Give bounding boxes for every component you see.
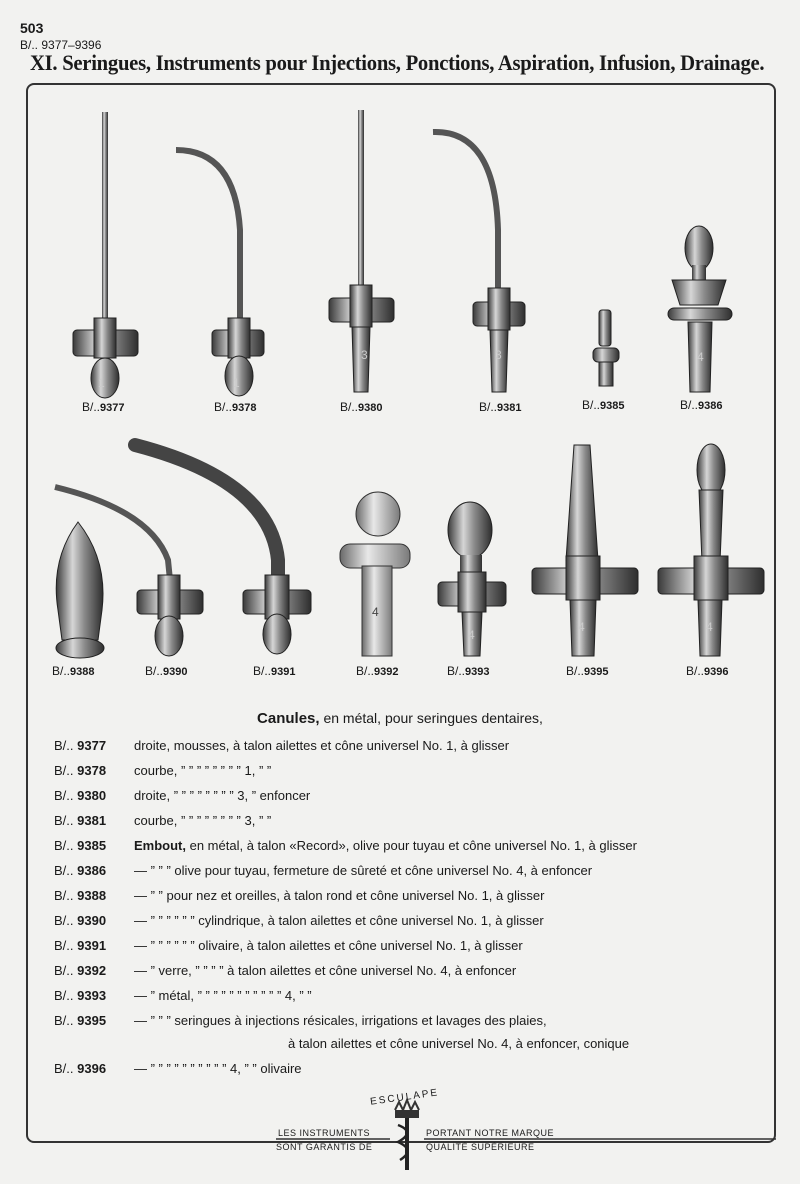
figure-label-9395: B/..9395 xyxy=(566,664,609,678)
figure-label-9385: B/..9385 xyxy=(582,398,625,412)
size-mark-9386: 4 xyxy=(697,350,704,364)
figure-label-9377: B/..9377 xyxy=(82,400,125,414)
item-row-9378: B/.. 9378 courbe, ” ” ” ” ” ” ” ” 1, ” ” xyxy=(54,763,272,778)
guarantee-right-line1: PORTANT NOTRE MARQUE xyxy=(426,1128,555,1138)
item-row-9395-continuation: à talon ailettes et cône universel No. 4, à enfoncer, conique xyxy=(288,1036,630,1051)
item-row-9377: B/.. 9377 droite, mousses, à talon ailettes et cône universel No. 1, à glisser xyxy=(54,738,510,753)
figure-label-9393: B/..9393 xyxy=(447,664,490,678)
size-mark-9377: 1 xyxy=(98,376,105,390)
item-row-9396: B/.. 9396 — ” ” ” ” ” ” ” ” ” ” 4, ” ” olivaire xyxy=(54,1061,302,1076)
size-mark-9381: 3 xyxy=(495,348,502,362)
figure-label-9381: B/..9381 xyxy=(479,400,522,414)
catalog-range: B/.. 9377–9396 xyxy=(20,38,102,52)
instrument-9385 xyxy=(593,310,619,386)
instrument-9386 xyxy=(668,226,732,392)
size-mark-9380: 3 xyxy=(361,348,368,362)
size-mark-9378: 1 xyxy=(233,376,240,390)
item-row-9385: B/.. 9385 Embout, en métal, à talon «Record», olive pour tuyau et cône universel No. 1, à glisser xyxy=(54,838,637,853)
figure-label-9386: B/..9386 xyxy=(680,398,723,412)
guarantee-left-line2: SONT GARANTIS DE xyxy=(276,1142,373,1152)
instrument-9378 xyxy=(176,150,264,396)
item-row-9386: B/.. 9386 — ” ” ” olive pour tuyau, fermeture de sûreté et cône universel No. 4, à enfoncer xyxy=(54,863,593,878)
item-row-9390: B/.. 9390 — ” ” ” ” ” ” cylindrique, à talon ailettes et cône universel No. 1, à glisser xyxy=(54,913,544,928)
instrument-9388 xyxy=(56,522,104,658)
figure-label-9392: B/..9392 xyxy=(356,664,399,678)
page-number: 503 xyxy=(20,20,44,36)
item-row-9381: B/.. 9381 courbe, ” ” ” ” ” ” ” ” 3, ” ” xyxy=(54,813,272,828)
instrument-9377 xyxy=(73,112,138,398)
figure-label-9380: B/..9380 xyxy=(340,400,383,414)
figure-label-9378: B/..9378 xyxy=(214,400,257,414)
item-row-9392: B/.. 9392 — ” verre, ” ” ” ” à talon ailettes et cône universel No. 4, à enfoncer xyxy=(54,963,517,978)
item-row-9388: B/.. 9388 — ” ” pour nez et oreilles, à talon rond et cône universel No. 1, à glisser xyxy=(54,888,545,903)
size-mark-9395: 4 xyxy=(578,620,585,634)
size-mark-9396: 4 xyxy=(706,620,713,634)
instrument-9381 xyxy=(433,132,525,392)
figure-label-9396: B/..9396 xyxy=(686,664,729,678)
item-row-9391: B/.. 9391 — ” ” ” ” ” ” olivaire, à talon ailettes et cône universel No. 1, à glisser xyxy=(54,938,523,953)
figure-label-9390: B/..9390 xyxy=(145,664,188,678)
section-heading: Canules, en métal, pour seringues dentaires, xyxy=(257,710,543,727)
size-mark-9393: 4 xyxy=(468,628,475,642)
brand-name: ESCULAPE xyxy=(369,1087,440,1108)
item-row-9393: B/.. 9393 — ” métal, ” ” ” ” ” ” ” ” ” ” ” 4, ” ” xyxy=(54,988,312,1003)
instrument-9395 xyxy=(532,445,638,656)
item-row-9395: B/.. 9395 — ” ” ” seringues à injections résicales, irrigations et lavages des plaies, xyxy=(54,1013,547,1028)
page-title: XI. Seringues, Instruments pour Injections, Ponctions, Aspiration, Infusion, Drainage. xyxy=(30,50,765,75)
figure-label-9391: B/..9391 xyxy=(253,664,296,678)
item-row-9380: B/.. 9380 droite, ” ” ” ” ” ” ” ” 3, ” enfoncer xyxy=(54,788,311,803)
guarantee-right-line2: QUALITÉ SUPÉRIEURE xyxy=(426,1142,535,1152)
instrument-9392 xyxy=(340,492,410,656)
guarantee-left-line1: LES INSTRUMENTS xyxy=(278,1128,371,1138)
figure-label-9388: B/..9388 xyxy=(52,664,95,678)
size-mark-9392: 4 xyxy=(372,605,379,619)
